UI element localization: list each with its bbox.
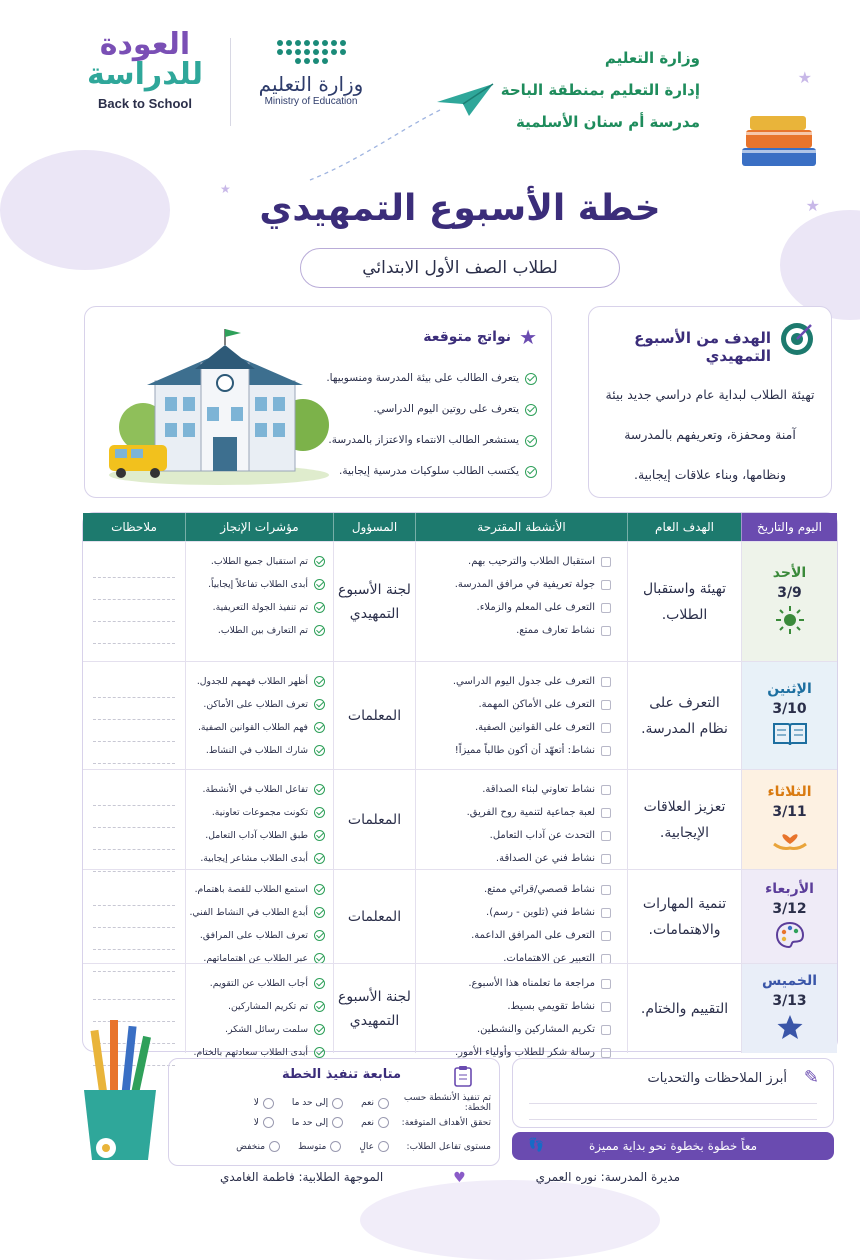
- activity-item: [426, 847, 611, 870]
- radio-button[interactable]: [378, 1098, 389, 1109]
- list-item: [317, 456, 537, 487]
- indicators-cell: [185, 542, 333, 661]
- check-icon: [314, 930, 325, 941]
- option-label: لا: [253, 1117, 259, 1128]
- check-icon: [314, 1001, 325, 1012]
- indicators-cell: [185, 770, 333, 869]
- radio-button[interactable]: [330, 1141, 341, 1152]
- indicator-item: [192, 1018, 325, 1041]
- palette-icon: [775, 921, 805, 953]
- checkbox[interactable]: [601, 979, 611, 989]
- indicator-item: [192, 972, 325, 995]
- check-icon: [314, 699, 325, 710]
- check-icon: [314, 579, 325, 590]
- notes-box[interactable]: [512, 1058, 834, 1128]
- radio-button[interactable]: [332, 1098, 343, 1109]
- indicator-item: [192, 801, 325, 824]
- checkbox[interactable]: [601, 580, 611, 590]
- check-icon: [314, 807, 325, 818]
- activity-item: [426, 995, 611, 1018]
- indicator-text: تم تكريم المشاركين.: [228, 1001, 308, 1012]
- day-name: الإثنين: [767, 680, 812, 697]
- checkbox[interactable]: [601, 746, 611, 756]
- notes-line: [93, 578, 175, 600]
- option-label: إلى حد ما: [291, 1117, 329, 1128]
- notes-line: [93, 828, 175, 850]
- motto-banner: [512, 1132, 834, 1160]
- day-date: 3/12: [772, 900, 807, 917]
- indicator-item: [192, 693, 325, 716]
- checkbox[interactable]: [601, 603, 611, 613]
- moe-english: Ministry of Education: [264, 96, 358, 107]
- activity-item: [426, 573, 611, 596]
- indicator-text: فهم الطلاب القوانين الصفية.: [197, 722, 308, 733]
- notes-cell[interactable]: [83, 870, 185, 963]
- day-cell: [741, 870, 837, 963]
- day-name: الثلاثاء: [767, 783, 812, 800]
- indicator-text: أبدى الطلاب تفاعلاً إيجابياً.: [208, 579, 308, 590]
- outcomes-list: [317, 363, 537, 487]
- header-indicators: مؤشرات الإنجاز: [185, 513, 333, 541]
- notes-line: [93, 600, 175, 622]
- activity-text: جولة تعريفية في مرافق المدرسة.: [454, 579, 595, 590]
- plan-page: [60, 0, 860, 1200]
- day-date: 3/9: [777, 584, 802, 601]
- star-decoration-icon: ★: [805, 196, 820, 215]
- checkbox[interactable]: [601, 908, 611, 918]
- indicator-item: [192, 573, 325, 596]
- plane-trail: [300, 100, 450, 190]
- list-item: [317, 394, 537, 425]
- responsible-cell: المعلمات: [333, 870, 415, 963]
- radio-option[interactable]: [254, 1098, 274, 1109]
- indicator-item: [192, 824, 325, 847]
- footprints-icon: 👣: [528, 1138, 545, 1153]
- check-icon: [314, 830, 325, 841]
- activities-cell: [415, 662, 627, 769]
- activity-item: [426, 716, 611, 739]
- follow-row: [177, 1141, 491, 1152]
- indicator-text: تم استقبال جميع الطلاب.: [210, 556, 308, 567]
- back-to-school-logo: [80, 27, 210, 111]
- activity-item: [426, 550, 611, 573]
- supervisor-signature: الموجهة الطلابية: فاطمة الغامدي: [220, 1170, 384, 1184]
- notes-cell[interactable]: [83, 770, 185, 869]
- activity-item: [426, 670, 611, 693]
- check-icon: [314, 745, 325, 756]
- list-item: [317, 363, 537, 394]
- table-row: [83, 661, 837, 769]
- day-cell: [741, 542, 837, 661]
- star-icon: [776, 1013, 804, 1045]
- notes-line: [93, 928, 175, 950]
- indicator-text: شارك الطلاب في النشاط.: [205, 745, 308, 756]
- day-date: 3/11: [772, 803, 807, 820]
- checkbox[interactable]: [601, 677, 611, 687]
- indicator-item: [192, 847, 325, 870]
- activities-cell: [415, 542, 627, 661]
- radio-option[interactable]: [359, 1141, 389, 1152]
- outcome-text: يستشعر الطالب الانتماء والاعتزاز بالمدرسة.: [328, 434, 519, 446]
- clipboard-icon: [453, 1065, 473, 1087]
- notes-cell[interactable]: [83, 662, 185, 769]
- logo-line-2: للدراسة: [86, 57, 204, 92]
- school-info: [501, 42, 700, 138]
- day-cell: [741, 662, 837, 769]
- checkbox[interactable]: [601, 626, 611, 636]
- notes-line: [93, 622, 175, 644]
- activity-text: التعبير عن الاهتمامات.: [503, 953, 595, 964]
- activity-text: التعرف على القوانين الصفية.: [474, 722, 595, 733]
- page-subtitle: لطلاب الصف الأول الابتدائي: [300, 248, 620, 288]
- table-row: [83, 769, 837, 869]
- table-header: [83, 513, 837, 541]
- heart-hand-icon: [772, 824, 808, 856]
- indicator-text: تعرف الطلاب على الأماكن.: [203, 699, 308, 710]
- activity-text: التحدث عن آداب التعامل.: [489, 830, 595, 841]
- indicator-text: سلمت رسائل الشكر.: [225, 1024, 308, 1035]
- activity-item: [426, 972, 611, 995]
- activity-item: [426, 824, 611, 847]
- activity-text: التعرف على المعلم والزملاء.: [476, 602, 595, 613]
- notes-line: [93, 806, 175, 828]
- radio-button[interactable]: [378, 1141, 389, 1152]
- check-icon: [525, 466, 537, 478]
- checkbox[interactable]: [601, 885, 611, 895]
- indicator-text: أظهر الطلاب فهمهم للجدول.: [196, 676, 308, 687]
- indicators-cell: [185, 964, 333, 1058]
- notes-line: [529, 1119, 817, 1120]
- day-name: الخميس: [761, 972, 818, 989]
- table-row: [83, 963, 837, 1058]
- header-divider: [230, 38, 231, 126]
- page-title: خطة الأسبوع التمهيدي: [259, 188, 661, 229]
- goal-text: تهيئة الطلاب لبداية عام دراسي جديد بيئة آمنة ومحفزة، وتعريفهم بالمدرسة ونظامها، وبناء علاقات إيجابية.: [605, 387, 815, 482]
- activity-item: [426, 924, 611, 947]
- outcome-text: يتعرف الطالب على بيئة المدرسة ومنسوبيها.: [326, 372, 519, 384]
- day-cell: [741, 964, 837, 1053]
- sun-icon: [775, 605, 805, 639]
- activity-text: رسالة شكر للطلاب وأولياء الأمور.: [455, 1047, 595, 1058]
- indicator-item: [192, 778, 325, 801]
- logo-english: Back to School: [98, 96, 192, 111]
- radio-button[interactable]: [263, 1098, 274, 1109]
- target-icon: [779, 321, 815, 357]
- radio-button[interactable]: [332, 1117, 343, 1128]
- checkbox[interactable]: [601, 723, 611, 733]
- activity-text: نشاط: أتعهّد أن أكون طالباً مميزاً!: [454, 745, 595, 756]
- indicator-text: عبر الطلاب عن اهتماماتهم.: [203, 953, 308, 964]
- activity-text: نشاط تعارف ممتع.: [516, 625, 595, 636]
- indicator-item: [192, 995, 325, 1018]
- option-label: نعم: [361, 1098, 374, 1108]
- indicator-text: طبق الطلاب آداب التعامل.: [205, 830, 308, 841]
- check-icon: [525, 404, 537, 416]
- notes-line: [93, 906, 175, 928]
- check-icon: [314, 625, 325, 636]
- indicator-text: تعرف الطلاب على المرافق.: [199, 930, 308, 941]
- activity-text: استقبال الطلاب والترحيب بهم.: [468, 556, 595, 567]
- check-icon: [314, 907, 325, 918]
- notes-line: [93, 720, 175, 742]
- moe-dots-icon: [275, 40, 347, 64]
- heart-icon: ♥: [453, 1170, 466, 1186]
- header-responsible: المسؤول: [333, 513, 415, 541]
- activity-text: نشاط فني (تلوين - رسم).: [486, 907, 595, 918]
- decor-blob: [360, 1180, 660, 1260]
- notes-line: [93, 884, 175, 906]
- check-icon: [314, 853, 325, 864]
- indicator-text: تكونت مجموعات تعاونية.: [211, 807, 308, 818]
- header-goal: الهدف العام: [627, 513, 741, 541]
- activity-text: التعرف على جدول اليوم الدراسي.: [452, 676, 595, 687]
- banner-text: معاً خطوة بخطوة نحو بداية مميزة: [588, 1139, 758, 1153]
- check-icon: [314, 1024, 325, 1035]
- check-icon: [314, 676, 325, 687]
- outcome-text: يكتسب الطالب سلوكيات مدرسية إيجابية.: [339, 465, 519, 477]
- outcomes-heading: نواتج متوقعة: [423, 329, 511, 345]
- header-day: اليوم والتاريخ: [741, 513, 837, 541]
- checkbox[interactable]: [601, 1002, 611, 1012]
- checkbox[interactable]: [601, 1048, 611, 1058]
- indicator-item: [189, 901, 325, 924]
- checkbox[interactable]: [601, 1025, 611, 1035]
- radio-button[interactable]: [378, 1117, 389, 1128]
- responsible-cell: المعلمات: [333, 662, 415, 769]
- option-label: منخفض: [236, 1141, 266, 1152]
- star-decoration-icon: ★: [797, 68, 812, 87]
- follow-label: تحقق الأهداف المتوقعة:: [401, 1117, 491, 1128]
- directorate-name: إدارة التعليم بمنطقة الباحة: [500, 81, 700, 99]
- ministry-logo: [246, 40, 376, 107]
- option-label: نعم: [361, 1117, 374, 1128]
- activity-item: [426, 1018, 611, 1041]
- indicator-item: [192, 596, 325, 619]
- activity-text: التعرف على المرافق الداعمة.: [471, 930, 595, 941]
- activity-text: لعبة جماعية لتنمية روح الفريق.: [466, 807, 595, 818]
- indicator-item: [192, 924, 325, 947]
- notes-line: [93, 784, 175, 806]
- radio-option[interactable]: [361, 1117, 389, 1128]
- checkbox[interactable]: [601, 954, 611, 964]
- school-name: مدرسة أم سنان الأسلمية: [515, 113, 700, 131]
- goal-cell: تنمية المهارات والاهتمامات.: [627, 870, 741, 963]
- day-date: 3/13: [772, 992, 807, 1009]
- activity-item: [426, 901, 611, 924]
- responsible-cell: لجنة الأسبوع التمهيدي: [333, 542, 415, 661]
- indicator-item: [192, 550, 325, 573]
- radio-option[interactable]: [361, 1098, 389, 1109]
- indicators-cell: [185, 662, 333, 769]
- notes-line: [93, 742, 175, 764]
- star-icon: ★: [519, 325, 537, 349]
- notes-line: [529, 1103, 817, 1104]
- activity-text: تكريم المشاركين والنشطين.: [476, 1024, 595, 1035]
- indicator-item: [192, 739, 325, 762]
- responsible-cell: المعلمات: [333, 770, 415, 869]
- follow-up-box: [168, 1058, 500, 1166]
- check-icon: [314, 884, 325, 895]
- follow-row: [177, 1093, 491, 1113]
- option-label: عالٍ: [359, 1141, 374, 1152]
- indicator-text: أبدى الطلاب سعادتهم بالختام.: [193, 1047, 308, 1058]
- outcome-text: يتعرف على روتين اليوم الدراسي.: [373, 403, 519, 415]
- header-activities: الأنشطة المقترحة: [415, 513, 627, 541]
- radio-option[interactable]: [236, 1141, 280, 1152]
- moe-arabic: وزارة التعليم: [258, 72, 364, 96]
- check-icon: [525, 435, 537, 447]
- option-label: متوسط: [298, 1141, 327, 1152]
- notes-line: [93, 978, 175, 1000]
- goal-cell: تهيئة واستقبال الطلاب.: [627, 542, 741, 661]
- indicator-text: أبدى الطلاب مشاعر إيجابية.: [200, 853, 308, 864]
- activity-item: [426, 739, 611, 762]
- checkbox[interactable]: [601, 557, 611, 567]
- check-icon: [525, 373, 537, 385]
- indicator-text: استمع الطلاب للقصة باهتمام.: [194, 884, 308, 895]
- notes-cell[interactable]: [83, 542, 185, 661]
- option-label: لا: [253, 1098, 259, 1108]
- indicator-text: أجاب الطلاب عن التقويم.: [209, 978, 308, 989]
- check-icon: [314, 1047, 325, 1058]
- radio-option[interactable]: [298, 1141, 341, 1152]
- check-icon: [314, 556, 325, 567]
- pencil-cup-icon: [70, 1010, 170, 1180]
- pen-icon: ✎: [803, 1067, 819, 1088]
- checkbox[interactable]: [601, 854, 611, 864]
- radio-button[interactable]: [263, 1117, 274, 1128]
- day-cell: [741, 770, 837, 869]
- activity-item: [426, 596, 611, 619]
- checkbox[interactable]: [601, 785, 611, 795]
- indicator-text: تفاعل الطلاب في الأنشطة.: [202, 784, 308, 795]
- indicators-cell: [185, 870, 333, 963]
- goal-heading: الهدف من الأسبوع التمهيدي: [634, 329, 771, 365]
- radio-option[interactable]: [254, 1117, 274, 1128]
- activity-text: التعرف على الأماكن المهمة.: [478, 699, 595, 710]
- star-decoration-icon: ★: [220, 182, 231, 196]
- indicator-text: تم التعارف بين الطلاب.: [217, 625, 308, 636]
- activity-item: [426, 878, 611, 901]
- follow-label: تم تنفيذ الأنشطة حسب الخطة:: [403, 1093, 491, 1113]
- notes-line: [93, 556, 175, 578]
- books-icon: [738, 112, 820, 172]
- notes-line: [93, 698, 175, 720]
- activity-item: [426, 801, 611, 824]
- checkbox[interactable]: [601, 808, 611, 818]
- table-row: [83, 869, 837, 963]
- activity-text: نشاط فني عن الصداقة.: [495, 853, 595, 864]
- radio-option[interactable]: [292, 1117, 343, 1128]
- activities-cell: [415, 770, 627, 869]
- signatures: [220, 1170, 680, 1190]
- activity-text: نشاط تقويمي بسيط.: [507, 1001, 595, 1012]
- ministry-name: وزارة التعليم: [604, 49, 700, 67]
- list-item: [317, 425, 537, 456]
- book-icon: [772, 721, 808, 751]
- goal-cell: التعرف على نظام المدرسة.: [627, 662, 741, 769]
- indicator-text: تم تنفيذ الجولة التعريفية.: [212, 602, 308, 613]
- plan-table: [82, 512, 838, 1058]
- follow-label: مستوى تفاعل الطلاب:: [406, 1141, 491, 1152]
- check-icon: [314, 784, 325, 795]
- day-name: الأربعاء: [765, 880, 814, 897]
- indicator-item: [192, 670, 325, 693]
- checkbox[interactable]: [601, 831, 611, 841]
- radio-option[interactable]: [292, 1098, 343, 1109]
- table-row: [83, 541, 837, 661]
- activities-cell: [415, 964, 627, 1058]
- activity-item: [426, 778, 611, 801]
- checkbox[interactable]: [601, 700, 611, 710]
- activity-text: مراجعة ما تعلمناه هذا الأسبوع.: [468, 978, 595, 989]
- follow-up-heading: متابعة تنفيذ الخطة: [281, 1067, 401, 1082]
- checkbox[interactable]: [601, 931, 611, 941]
- responsible-cell: لجنة الأسبوع التمهيدي: [333, 964, 415, 1053]
- header-notes: ملاحظات: [111, 520, 157, 534]
- day-name: الأحد: [772, 564, 807, 581]
- activity-text: نشاط قصصي/قرائي ممتع.: [483, 884, 595, 895]
- check-icon: [314, 602, 325, 613]
- activities-cell: [415, 870, 627, 963]
- check-icon: [314, 722, 325, 733]
- logo-line-1: العودة: [99, 27, 191, 62]
- outcomes-card: [84, 306, 552, 498]
- goal-cell: التقييم والختام.: [627, 964, 741, 1053]
- radio-button[interactable]: [269, 1141, 280, 1152]
- activity-item: [426, 693, 611, 716]
- school-building-icon: [103, 327, 335, 487]
- indicator-item: [192, 716, 325, 739]
- goal-card: [588, 306, 832, 498]
- day-date: 3/10: [772, 700, 807, 717]
- check-icon: [314, 978, 325, 989]
- follow-row: [177, 1117, 491, 1128]
- principal-signature: مديرة المدرسة: نوره العمري: [535, 1170, 680, 1184]
- indicator-item: [192, 619, 325, 642]
- option-label: إلى حد ما: [291, 1098, 329, 1108]
- notes-line: [93, 676, 175, 698]
- notes-heading: أبرز الملاحظات والتحديات: [647, 1071, 787, 1086]
- indicator-item: [192, 878, 325, 901]
- goal-cell: تعزيز العلاقات الإيجابية.: [627, 770, 741, 869]
- activity-item: [426, 619, 611, 642]
- activity-text: نشاط تعاوني لبناء الصداقة.: [482, 784, 595, 795]
- indicator-text: أبدع الطلاب في النشاط الفني.: [189, 907, 308, 918]
